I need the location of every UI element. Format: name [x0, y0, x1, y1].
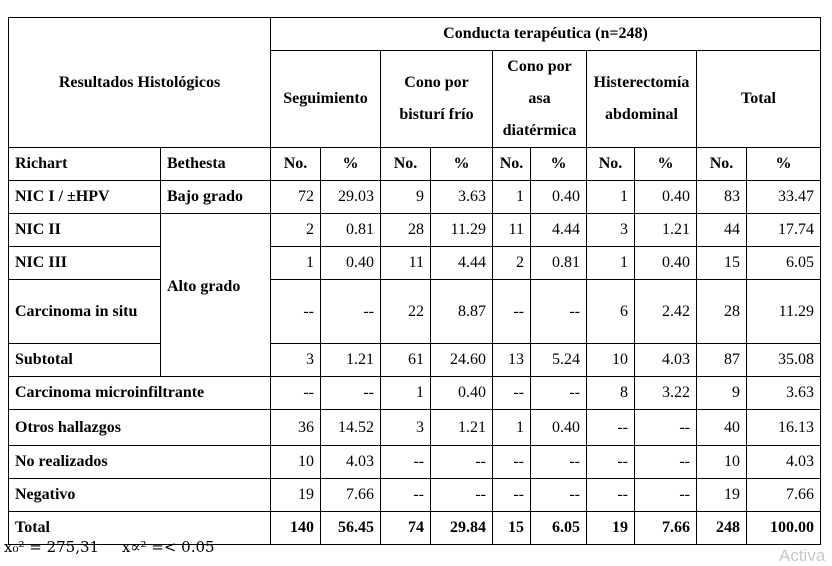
cell: 33.47	[747, 181, 821, 214]
cell: 28	[381, 214, 431, 247]
table-row	[9, 410, 821, 446]
cell: 1	[493, 181, 531, 214]
no-header: No.	[381, 148, 431, 181]
row-label: Subtotal	[9, 344, 161, 377]
cell: 6.05	[747, 247, 821, 280]
treatment-header: Cono por bisturí frío	[381, 51, 493, 148]
cell: 140	[271, 512, 321, 545]
cell: --	[431, 479, 493, 512]
bethesta-header: Bethesta	[161, 148, 271, 181]
table-row	[9, 214, 821, 247]
cell: 16.13	[747, 410, 821, 446]
cell: 56.45	[321, 512, 381, 545]
cell: 248	[697, 512, 747, 545]
row-label: Carcinoma microinfiltrante	[9, 377, 271, 410]
row-label: Carcinoma in situ	[9, 280, 161, 344]
cell: 1	[271, 247, 321, 280]
pct-header: %	[431, 148, 493, 181]
cell: 87	[697, 344, 747, 377]
cell: 3.63	[747, 377, 821, 410]
cell: 83	[697, 181, 747, 214]
table-row	[9, 377, 821, 410]
activation-watermark: Activa	[779, 546, 826, 565]
cell: 11.29	[747, 280, 821, 344]
cell: 0.81	[531, 247, 587, 280]
cell: 10	[587, 344, 635, 377]
row-label: NIC III	[9, 247, 161, 280]
cell: 7.66	[747, 479, 821, 512]
cell: 4.03	[321, 446, 381, 479]
treatment-header: Seguimiento	[271, 51, 381, 148]
cell: --	[321, 280, 381, 344]
table-row	[9, 344, 821, 377]
row-label: No realizados	[9, 446, 271, 479]
cell: 7.66	[635, 512, 697, 545]
cell: 0.40	[635, 247, 697, 280]
cell: 3.22	[635, 377, 697, 410]
cell: 3	[381, 410, 431, 446]
cell: --	[493, 446, 531, 479]
cell: 2	[493, 247, 531, 280]
cell: --	[431, 446, 493, 479]
treatment-header: Total	[697, 51, 821, 148]
cell: 0.40	[431, 377, 493, 410]
row-label: Otros hallazgos	[9, 410, 271, 446]
cell: 4.44	[531, 214, 587, 247]
cell: 10	[271, 446, 321, 479]
cell: 11	[381, 247, 431, 280]
bethesda-group: Bajo grado	[161, 181, 271, 214]
cell: --	[493, 479, 531, 512]
row-label: NIC I / ±HPV	[9, 181, 161, 214]
cell: 13	[493, 344, 531, 377]
cell: --	[635, 410, 697, 446]
cell: 61	[381, 344, 431, 377]
table-row	[9, 181, 821, 214]
cell: 0.40	[531, 181, 587, 214]
table-row	[9, 446, 821, 479]
cell: 7.66	[321, 479, 381, 512]
cell: --	[493, 377, 531, 410]
cell: 19	[271, 479, 321, 512]
cell: --	[271, 280, 321, 344]
cell: 3.63	[431, 181, 493, 214]
cell: 9	[697, 377, 747, 410]
cell: 4.03	[635, 344, 697, 377]
cell: 0.40	[531, 410, 587, 446]
chi-critical: x∝² =< 0.05	[121, 538, 215, 556]
no-header: No.	[271, 148, 321, 181]
cell: 3	[587, 214, 635, 247]
cell: 3	[271, 344, 321, 377]
cell: 1	[587, 181, 635, 214]
cell: 1.21	[431, 410, 493, 446]
cell: --	[321, 377, 381, 410]
cell: 0.40	[321, 247, 381, 280]
results-table	[8, 17, 821, 545]
cell: 15	[697, 247, 747, 280]
cell: 17.74	[747, 214, 821, 247]
pct-header: %	[321, 148, 381, 181]
cell: 100.00	[747, 512, 821, 545]
cell: 10	[697, 446, 747, 479]
cell: --	[635, 446, 697, 479]
table-row	[9, 280, 821, 344]
cell: --	[381, 446, 431, 479]
pct-header: %	[635, 148, 697, 181]
cell: 0.81	[321, 214, 381, 247]
cell: --	[381, 479, 431, 512]
cell: 36	[271, 410, 321, 446]
cell: 1	[493, 410, 531, 446]
cell: 0.40	[635, 181, 697, 214]
no-header: No.	[587, 148, 635, 181]
cell: 8	[587, 377, 635, 410]
cell: 74	[381, 512, 431, 545]
cell: 6	[587, 280, 635, 344]
cell: 9	[381, 181, 431, 214]
cell: 44	[697, 214, 747, 247]
cell: 40	[697, 410, 747, 446]
cell: 1	[381, 377, 431, 410]
no-header: No.	[697, 148, 747, 181]
pct-header: %	[531, 148, 587, 181]
cell: --	[531, 446, 587, 479]
cell: 35.08	[747, 344, 821, 377]
cell: 1	[587, 247, 635, 280]
chi-observed: x₀² = 275,31	[4, 538, 100, 556]
cell: 1.21	[635, 214, 697, 247]
cell: 29.03	[321, 181, 381, 214]
cell: 4.03	[747, 446, 821, 479]
cell: 1.21	[321, 344, 381, 377]
cell: 15	[493, 512, 531, 545]
row-header-title: Resultados Histológicos	[9, 18, 271, 148]
cell: 6.05	[531, 512, 587, 545]
row-label: Negativo	[9, 479, 271, 512]
cell: 14.52	[321, 410, 381, 446]
table-row	[9, 247, 821, 280]
cell: --	[587, 410, 635, 446]
treatment-header: Histerectomía abdominal	[587, 51, 697, 148]
cell: 24.60	[431, 344, 493, 377]
cell: 5.24	[531, 344, 587, 377]
cell: 29.84	[431, 512, 493, 545]
cell: 11.29	[431, 214, 493, 247]
cell: 2.42	[635, 280, 697, 344]
cell: --	[271, 377, 321, 410]
cell: 2	[271, 214, 321, 247]
pct-header: %	[747, 148, 821, 181]
table-row	[9, 479, 821, 512]
cell: 8.87	[431, 280, 493, 344]
cell: --	[531, 280, 587, 344]
chi-square-footnote	[4, 538, 215, 556]
cell: 22	[381, 280, 431, 344]
cell: 28	[697, 280, 747, 344]
cell: --	[635, 479, 697, 512]
cell: 19	[697, 479, 747, 512]
cell: --	[587, 479, 635, 512]
cell: 11	[493, 214, 531, 247]
cell: --	[531, 479, 587, 512]
group-header: Conducta terapéutica (n=248)	[271, 18, 821, 51]
row-label: NIC II	[9, 214, 161, 247]
cell: --	[531, 377, 587, 410]
treatment-header: Cono por asa diatérmica	[493, 51, 587, 148]
row-label: Total	[9, 512, 271, 545]
cell: 19	[587, 512, 635, 545]
no-header: No.	[493, 148, 531, 181]
cell: 4.44	[431, 247, 493, 280]
bethesda-group: Alto grado	[161, 214, 271, 377]
richart-header: Richart	[9, 148, 161, 181]
cell: --	[587, 446, 635, 479]
cell: 72	[271, 181, 321, 214]
cell: --	[493, 280, 531, 344]
